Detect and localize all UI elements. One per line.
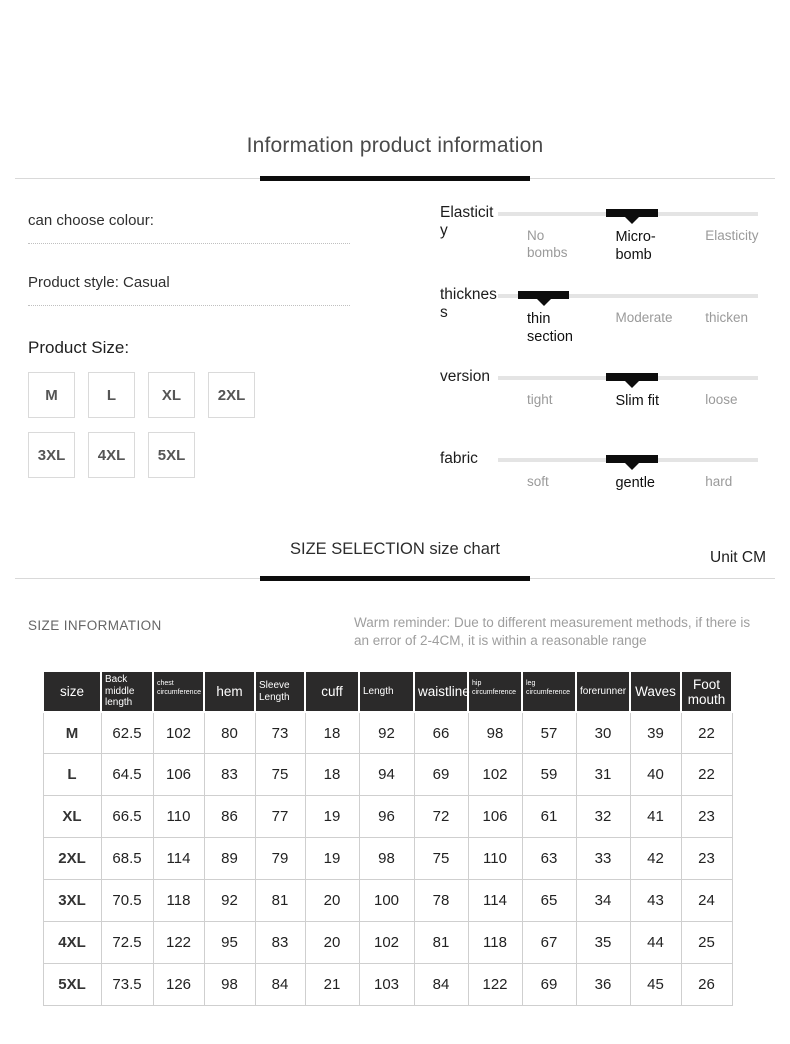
table-cell: 22 xyxy=(681,712,732,754)
attribute-option: tight xyxy=(527,392,553,407)
table-cell: 103 xyxy=(359,964,414,1006)
size-options xyxy=(28,372,280,492)
table-cell: 69 xyxy=(414,754,468,796)
column-header: size xyxy=(43,671,101,712)
size-option-m[interactable]: M xyxy=(28,372,75,418)
table-cell: 98 xyxy=(359,838,414,880)
table-cell: 94 xyxy=(359,754,414,796)
size-information-label: SIZE INFORMATION xyxy=(28,618,162,633)
page-title: Information product information xyxy=(246,134,544,157)
table-cell: 118 xyxy=(153,880,204,922)
table-cell: 68.5 xyxy=(101,838,153,880)
table-cell: 110 xyxy=(468,838,522,880)
table-cell: 110 xyxy=(153,796,204,838)
size-title: Product Size: xyxy=(28,338,130,357)
table-cell: 81 xyxy=(255,880,305,922)
size-option-3xl[interactable]: 3XL xyxy=(28,432,75,478)
divider-accent-segment xyxy=(260,176,530,181)
column-header: hip circumference xyxy=(468,671,522,712)
attribute-row-thickness xyxy=(440,280,762,362)
attribute-option: soft xyxy=(527,474,549,489)
table-cell: 98 xyxy=(468,712,522,754)
table-cell: 45 xyxy=(630,964,681,1006)
table-cell: 106 xyxy=(468,796,522,838)
row-size-label: L xyxy=(43,754,101,796)
table-row xyxy=(43,838,732,880)
table-cell: 83 xyxy=(255,922,305,964)
size-table-body xyxy=(43,712,732,1006)
column-header: chest circumference xyxy=(153,671,204,712)
table-cell: 106 xyxy=(153,754,204,796)
column-header: waistline xyxy=(414,671,468,712)
table-cell: 40 xyxy=(630,754,681,796)
table-cell: 35 xyxy=(576,922,630,964)
attribute-option-selected: Slim fit xyxy=(615,393,659,409)
table-cell: 61 xyxy=(522,796,576,838)
table-cell: 67 xyxy=(522,922,576,964)
product-options-column xyxy=(28,212,440,526)
table-cell: 63 xyxy=(522,838,576,880)
table-cell: 19 xyxy=(305,796,359,838)
table-cell: 20 xyxy=(305,922,359,964)
table-cell: 22 xyxy=(681,754,732,796)
table-cell: 57 xyxy=(522,712,576,754)
table-cell: 102 xyxy=(359,922,414,964)
attribute-slider xyxy=(498,362,762,444)
table-cell: 18 xyxy=(305,754,359,796)
section-divider xyxy=(0,176,790,182)
attribute-slider xyxy=(498,198,762,280)
table-cell: 72 xyxy=(414,796,468,838)
attribute-name: fabric xyxy=(440,450,478,467)
table-cell: 75 xyxy=(414,838,468,880)
table-cell: 100 xyxy=(359,880,414,922)
size-chart-header xyxy=(0,540,790,582)
attribute-option-selected: gentle xyxy=(615,475,655,491)
slider-indicator xyxy=(606,455,657,463)
color-label: can choose colour: xyxy=(28,212,154,229)
size-chart-title: SIZE SELECTION size chart xyxy=(290,540,500,558)
row-size-label: 5XL xyxy=(43,964,101,1006)
attribute-option: Moderate xyxy=(615,310,673,325)
table-cell: 84 xyxy=(414,964,468,1006)
table-cell: 64.5 xyxy=(101,754,153,796)
size-info-row xyxy=(0,614,790,650)
table-cell: 33 xyxy=(576,838,630,880)
table-row xyxy=(43,712,732,754)
attribute-name: Elasticity xyxy=(440,204,494,239)
table-cell: 65 xyxy=(522,880,576,922)
table-cell: 79 xyxy=(255,838,305,880)
column-header: Back middle length xyxy=(101,671,153,712)
table-cell: 73.5 xyxy=(101,964,153,1006)
table-row xyxy=(43,964,732,1006)
attribute-option: Elasticity xyxy=(705,228,759,243)
table-cell: 31 xyxy=(576,754,630,796)
size-option-4xl[interactable]: 4XL xyxy=(88,432,135,478)
table-cell: 86 xyxy=(204,796,255,838)
style-field xyxy=(28,274,440,306)
table-cell: 36 xyxy=(576,964,630,1006)
table-cell: 122 xyxy=(468,964,522,1006)
table-cell: 23 xyxy=(681,796,732,838)
table-cell: 80 xyxy=(204,712,255,754)
table-cell: 21 xyxy=(305,964,359,1006)
table-cell: 114 xyxy=(468,880,522,922)
unit-label: Unit CM xyxy=(710,549,766,566)
size-option-xl[interactable]: XL xyxy=(148,372,195,418)
table-cell: 73 xyxy=(255,712,305,754)
table-cell: 84 xyxy=(255,964,305,1006)
attribute-slider xyxy=(498,280,762,362)
attribute-option: No bombs xyxy=(527,228,568,260)
attribute-row-elasticity xyxy=(440,198,762,280)
table-row xyxy=(43,754,732,796)
column-header: Sleeve Length xyxy=(255,671,305,712)
table-cell: 78 xyxy=(414,880,468,922)
attribute-option: hard xyxy=(705,474,733,489)
row-size-label: XL xyxy=(43,796,101,838)
slider-indicator xyxy=(518,291,569,299)
table-cell: 96 xyxy=(359,796,414,838)
attribute-row-version xyxy=(440,362,762,444)
attribute-option-selected: Micro-bomb xyxy=(615,229,656,264)
table-cell: 70.5 xyxy=(101,880,153,922)
table-cell: 66.5 xyxy=(101,796,153,838)
attribute-option-selected: thin section xyxy=(527,311,573,346)
table-cell: 24 xyxy=(681,880,732,922)
slider-indicator xyxy=(606,209,657,217)
table-cell: 83 xyxy=(204,754,255,796)
column-header: hem xyxy=(204,671,255,712)
row-size-label: 2XL xyxy=(43,838,101,880)
table-cell: 122 xyxy=(153,922,204,964)
table-cell: 23 xyxy=(681,838,732,880)
color-underline xyxy=(28,243,350,244)
table-cell: 89 xyxy=(204,838,255,880)
table-cell: 81 xyxy=(414,922,468,964)
table-row xyxy=(43,880,732,922)
table-cell: 20 xyxy=(305,880,359,922)
color-field xyxy=(28,212,440,244)
attribute-list xyxy=(440,198,762,526)
column-header: leg circumference xyxy=(522,671,576,712)
table-cell: 69 xyxy=(522,964,576,1006)
table-cell: 30 xyxy=(576,712,630,754)
attribute-slider xyxy=(498,444,762,526)
table-cell: 32 xyxy=(576,796,630,838)
row-size-label: 3XL xyxy=(43,880,101,922)
table-cell: 41 xyxy=(630,796,681,838)
table-cell: 98 xyxy=(204,964,255,1006)
table-cell: 66 xyxy=(414,712,468,754)
table-cell: 39 xyxy=(630,712,681,754)
table-cell: 59 xyxy=(522,754,576,796)
column-header: Waves xyxy=(630,671,681,712)
style-label: Product style: Casual xyxy=(28,274,170,291)
table-cell: 62.5 xyxy=(101,712,153,754)
table-cell: 102 xyxy=(468,754,522,796)
row-size-label: 4XL xyxy=(43,922,101,964)
column-header: cuff xyxy=(305,671,359,712)
size-option-5xl[interactable]: 5XL xyxy=(148,432,195,478)
size-chart-table xyxy=(42,670,733,1006)
table-cell: 118 xyxy=(468,922,522,964)
column-header: forerunner xyxy=(576,671,630,712)
column-header: Foot mouth xyxy=(681,671,732,712)
attribute-name: thickness xyxy=(440,286,497,321)
attribute-row-fabric xyxy=(440,444,762,526)
column-header: Length xyxy=(359,671,414,712)
table-row xyxy=(43,796,732,838)
table-cell: 92 xyxy=(204,880,255,922)
table-cell: 19 xyxy=(305,838,359,880)
table-cell: 43 xyxy=(630,880,681,922)
table-cell: 92 xyxy=(359,712,414,754)
table-cell: 25 xyxy=(681,922,732,964)
table-cell: 72.5 xyxy=(101,922,153,964)
attribute-option: thicken xyxy=(705,310,749,325)
row-size-label: M xyxy=(43,712,101,754)
slider-indicator xyxy=(606,373,657,381)
table-cell: 42 xyxy=(630,838,681,880)
size-table-header-row xyxy=(43,671,732,712)
section-divider xyxy=(0,576,790,582)
table-row xyxy=(43,922,732,964)
warm-reminder-text: Warm reminder: Due to different measurement methods, if there is an error of 2-4CM, it is within a reasonable range xyxy=(354,615,751,649)
size-option-l[interactable]: L xyxy=(88,372,135,418)
attribute-option: loose xyxy=(705,392,738,407)
style-underline xyxy=(28,305,350,306)
table-cell: 77 xyxy=(255,796,305,838)
divider-accent-segment xyxy=(260,576,530,581)
table-cell: 126 xyxy=(153,964,204,1006)
table-cell: 18 xyxy=(305,712,359,754)
table-cell: 95 xyxy=(204,922,255,964)
attribute-name: version xyxy=(440,368,490,385)
table-cell: 34 xyxy=(576,880,630,922)
table-cell: 44 xyxy=(630,922,681,964)
product-info-section xyxy=(0,204,790,526)
size-option-2xl[interactable]: 2XL xyxy=(208,372,255,418)
table-cell: 102 xyxy=(153,712,204,754)
table-cell: 26 xyxy=(681,964,732,1006)
table-cell: 75 xyxy=(255,754,305,796)
table-cell: 114 xyxy=(153,838,204,880)
